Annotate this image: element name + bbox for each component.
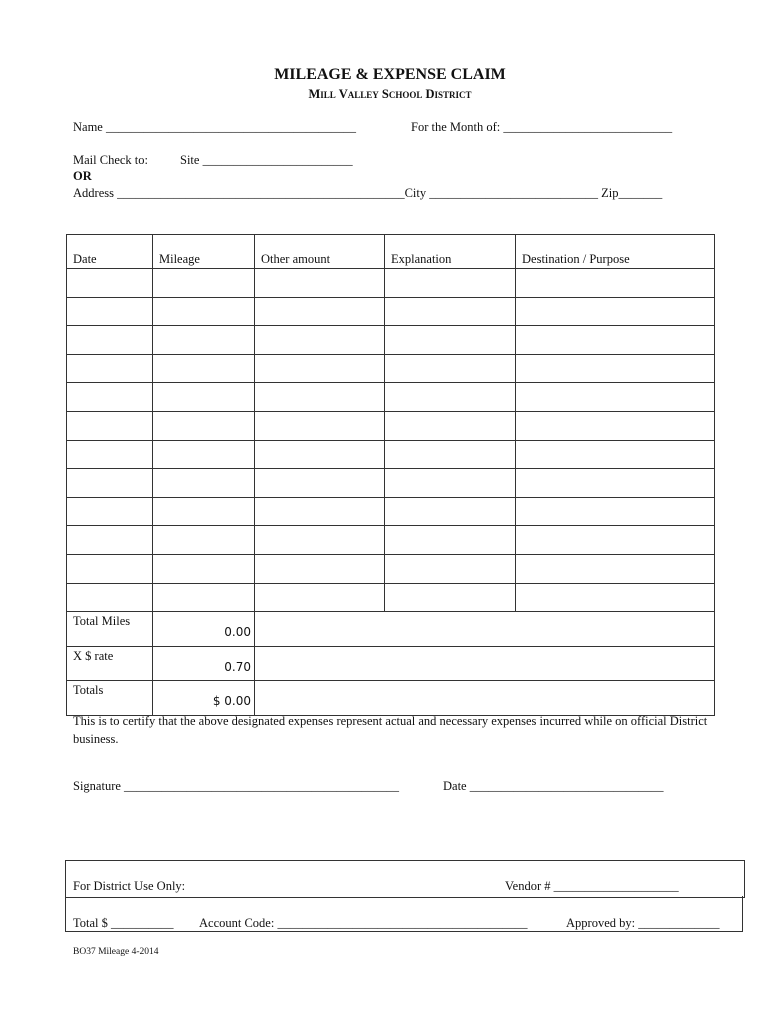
cell[interactable] (516, 526, 715, 555)
district-name: Mill Valley School District (308, 87, 472, 101)
cell[interactable] (255, 411, 385, 440)
cell[interactable] (385, 554, 516, 583)
cell[interactable] (516, 583, 715, 612)
cell[interactable] (153, 269, 255, 298)
table-row (67, 297, 715, 326)
table-row (67, 469, 715, 498)
cell[interactable] (255, 297, 385, 326)
cell[interactable] (255, 440, 385, 469)
cell[interactable] (255, 354, 385, 383)
table-row (67, 440, 715, 469)
header-mileage: Mileage (153, 235, 255, 269)
cell[interactable] (67, 440, 153, 469)
signature-field[interactable]: Signature ____________________________________________ (73, 779, 400, 793)
cell[interactable] (255, 383, 385, 412)
table-row (67, 411, 715, 440)
table-row (67, 526, 715, 555)
cell[interactable] (385, 583, 516, 612)
cell[interactable] (255, 526, 385, 555)
account-code-field[interactable]: Account Code: ________________________________________ (199, 916, 528, 930)
cell[interactable] (516, 554, 715, 583)
cell[interactable] (516, 297, 715, 326)
cell[interactable] (153, 383, 255, 412)
cell[interactable] (67, 583, 153, 612)
site-field[interactable]: Site ________________________ (180, 153, 353, 167)
date-field[interactable]: Date _______________________________ (443, 779, 664, 793)
cell[interactable] (153, 469, 255, 498)
cell[interactable] (153, 354, 255, 383)
cell[interactable] (516, 326, 715, 355)
cell[interactable] (385, 383, 516, 412)
cell[interactable] (255, 583, 385, 612)
total-miles-notes (255, 612, 715, 647)
cell[interactable] (153, 326, 255, 355)
cell[interactable] (153, 497, 255, 526)
cell[interactable] (153, 440, 255, 469)
cell[interactable] (255, 269, 385, 298)
table-row (67, 383, 715, 412)
cell[interactable] (516, 411, 715, 440)
cell[interactable] (67, 526, 153, 555)
header-destination: Destination / Purpose (516, 235, 715, 269)
cell[interactable] (516, 469, 715, 498)
totals-label: Totals (67, 681, 153, 716)
cell[interactable] (153, 411, 255, 440)
cell[interactable] (516, 354, 715, 383)
certification-text: This is to certify that the above designated expenses represent actual and necessary expenses incurred while on official District business. (73, 714, 708, 746)
cell[interactable] (385, 326, 516, 355)
cell[interactable] (67, 297, 153, 326)
approved-by-field[interactable]: Approved by: _____________ (566, 916, 720, 930)
header-explanation: Explanation (385, 235, 516, 269)
cell[interactable] (385, 354, 516, 383)
cell[interactable] (67, 383, 153, 412)
cell[interactable] (385, 526, 516, 555)
cell[interactable] (67, 411, 153, 440)
cell[interactable] (67, 354, 153, 383)
cell[interactable] (516, 497, 715, 526)
cell[interactable] (516, 383, 715, 412)
table-row (67, 497, 715, 526)
district-use-label: For District Use Only: (73, 879, 186, 893)
cell[interactable] (67, 497, 153, 526)
totals-notes (255, 681, 715, 716)
rate-label: X $ rate (67, 646, 153, 681)
cell[interactable] (67, 469, 153, 498)
cell[interactable] (255, 497, 385, 526)
cell[interactable] (153, 526, 255, 555)
table-row (67, 269, 715, 298)
or-label: OR (73, 169, 92, 183)
cell[interactable] (385, 440, 516, 469)
vendor-field[interactable]: Vendor # ____________________ (505, 879, 679, 893)
rate-value: 0.70 (153, 646, 255, 681)
address-field[interactable]: Address ______________________________________________City ___________________________ Zip_______ (73, 186, 663, 200)
cell[interactable] (153, 554, 255, 583)
total-miles-row (67, 612, 715, 647)
total-miles-value: 0.00 (153, 612, 255, 647)
cell[interactable] (516, 440, 715, 469)
cell[interactable] (385, 269, 516, 298)
cell[interactable] (153, 583, 255, 612)
table-row (67, 354, 715, 383)
form-title: MILEAGE & EXPENSE CLAIM (274, 66, 506, 83)
form-code: BO37 Mileage 4-2014 (73, 947, 159, 957)
cell[interactable] (255, 469, 385, 498)
name-field[interactable]: Name ________________________________________ (73, 120, 356, 134)
rate-row (67, 646, 715, 681)
totals-value: $ 0.00 (153, 681, 255, 716)
cell[interactable] (385, 469, 516, 498)
cell[interactable] (516, 269, 715, 298)
expense-table (66, 234, 715, 716)
header-other-amount: Other amount (255, 235, 385, 269)
header-date: Date (67, 235, 153, 269)
cell[interactable] (67, 269, 153, 298)
month-field[interactable]: For the Month of: ___________________________ (411, 120, 673, 134)
mail-check-label: Mail Check to: (73, 153, 148, 167)
cell[interactable] (255, 554, 385, 583)
total-field[interactable]: Total $ __________ (73, 916, 174, 930)
table-row (67, 583, 715, 612)
cell[interactable] (67, 326, 153, 355)
rate-notes (255, 646, 715, 681)
cell[interactable] (385, 411, 516, 440)
cell[interactable] (255, 326, 385, 355)
table-row (67, 554, 715, 583)
table-row (67, 326, 715, 355)
cell[interactable] (385, 497, 516, 526)
cell[interactable] (67, 554, 153, 583)
table-header-row (67, 235, 715, 269)
cell[interactable] (153, 297, 255, 326)
cell[interactable] (385, 297, 516, 326)
totals-row (67, 681, 715, 716)
total-miles-label: Total Miles (67, 612, 153, 647)
